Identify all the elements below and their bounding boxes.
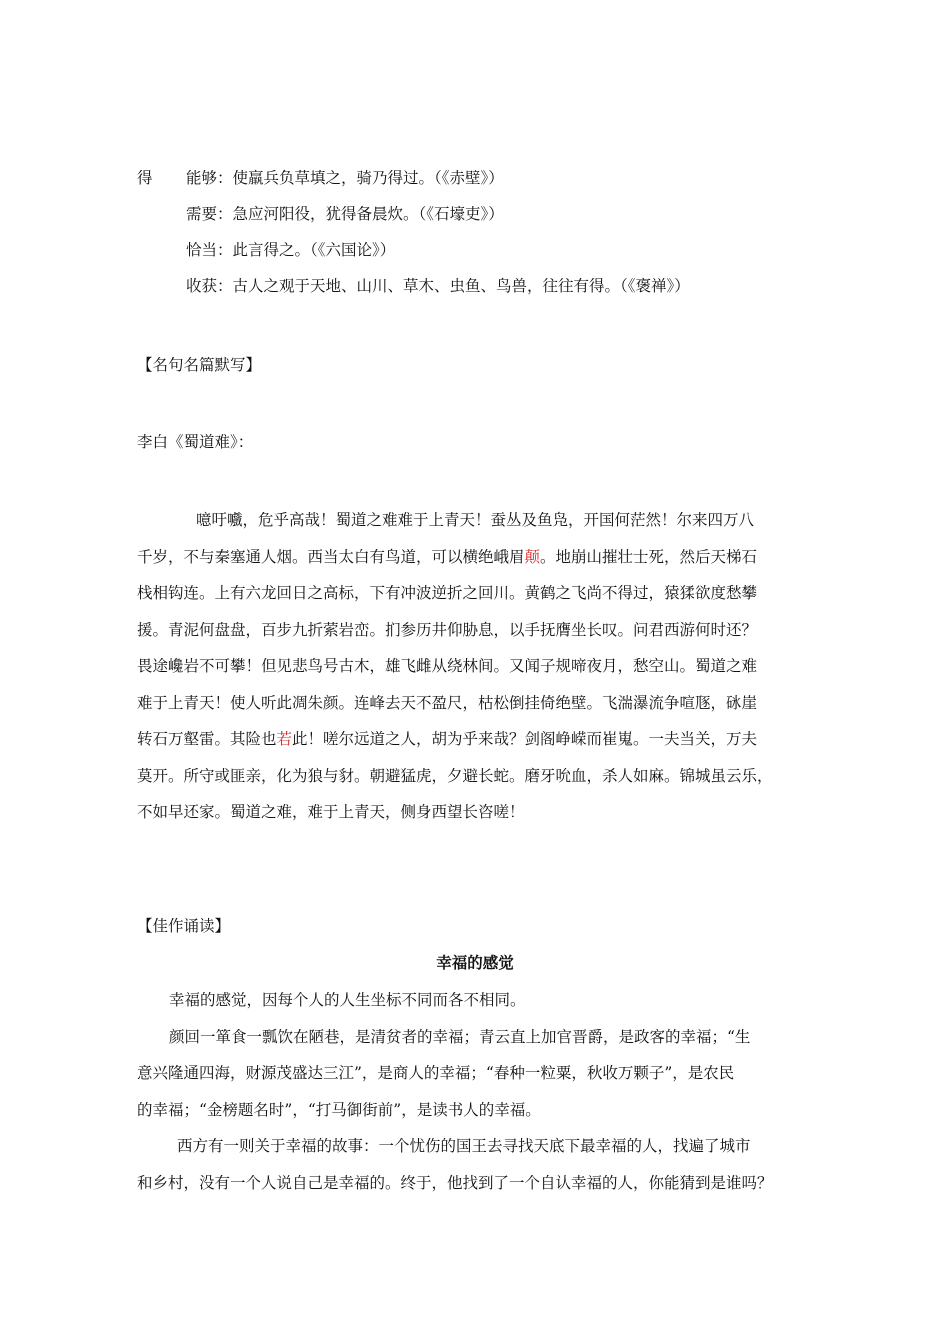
entry-head-char: 得 xyxy=(137,169,153,187)
highlight-char: 若 xyxy=(276,730,293,748)
section-heading-essay: 【佳作诵读】 xyxy=(137,917,231,935)
essay-line: 意兴隆通四海，财源茂盛达三江”，是商人的幸福；“春种一粒粟，秋收万颗子”，是农民 xyxy=(137,1064,735,1082)
entry-sense-3: 恰当：此言得之。（《六国论》） xyxy=(186,241,396,259)
essay-body xyxy=(137,982,832,1201)
highlight-char: 颠 xyxy=(524,547,541,566)
poem-line: 栈相钩连。上有六龙回日之高标，下有冲波逆折之回川。黄鹤之飞尚不得过，猿猱欲度愁攀 xyxy=(137,584,758,602)
entry-sense-1: 能够：使羸兵负草填之，骑乃得过。（《赤壁》） xyxy=(186,169,504,187)
poem-line: 援。青泥何盘盘，百步九折萦岩峦。扪参历井仰胁息，以手抚膺坐长叹。问君西游何时还？ xyxy=(137,620,758,639)
poem-body xyxy=(137,502,832,831)
poem-line: 噫吁嚱，危乎高哉！蜀道之难难于上青天！蚕丛及鱼凫，开国何茫然！尔来四万八 xyxy=(196,511,755,529)
poem-line: 畏途巉岩不可攀！但见悲鸟号古木，雄飞雌从绕林间。又闻子规啼夜月，愁空山。蜀道之难 xyxy=(137,657,758,675)
entry-sense-2: 需要：急应河阳役，犹得备晨炊。（《石壕吏》） xyxy=(186,205,504,223)
poem-line: 不如早还家。蜀道之难，难于上青天，侧身西望长咨嗟！ xyxy=(137,803,525,821)
poem-line: 转石万壑雷。其险也若此！嗟尔远道之人，胡为乎来哉？剑阁峥嵘而崔嵬。一夫当关，万夫 xyxy=(137,730,758,748)
poem-source: 李白《蜀道难》： xyxy=(137,433,254,451)
poem-line: 莫开。所守或匪亲，化为狼与豺。朝避猛虎，夕避长蛇。磨牙吮血，杀人如麻。锦城虽云乐， xyxy=(137,766,773,785)
essay-title: 幸福的感觉 xyxy=(436,953,514,972)
essay-line: 幸福的感觉，因每个人的人生坐标不同而各不相同。 xyxy=(169,991,526,1009)
section-heading-recitation: 【名句名篇默写】 xyxy=(137,356,262,374)
poem-line: 千岁，不与秦塞通人烟。西当太白有鸟道，可以横绝峨眉颠。地崩山摧壮士死，然后天梯石 xyxy=(137,547,758,566)
essay-line: 西方有一则关于幸福的故事：一个忧伤的国王去寻找天底下最幸福的人，找遍了城市 xyxy=(177,1137,751,1155)
entry-sense-4: 收获：古人之观于天地、山川、草木、虫鱼、鸟兽，往往有得。（《褒禅》） xyxy=(186,277,690,295)
poem-line: 难于上青天！使人听此凋朱颜。连峰去天不盈尺，枯松倒挂倚绝壁。飞湍瀑流争喧豗，砯崖 xyxy=(137,693,758,712)
essay-line: 的幸福；“金榜题名时”，“打马御街前”，是读书人的幸福。 xyxy=(137,1100,541,1119)
essay-line: 和乡村，没有一个人说自己是幸福的。终于，他找到了一个自认幸福的人，你能猜到是谁吗？ xyxy=(137,1173,773,1192)
essay-line: 颜回一箪食一瓢饮在陋巷，是清贫者的幸福；青云直上加官晋爵，是政客的幸福；“生 xyxy=(169,1027,751,1046)
